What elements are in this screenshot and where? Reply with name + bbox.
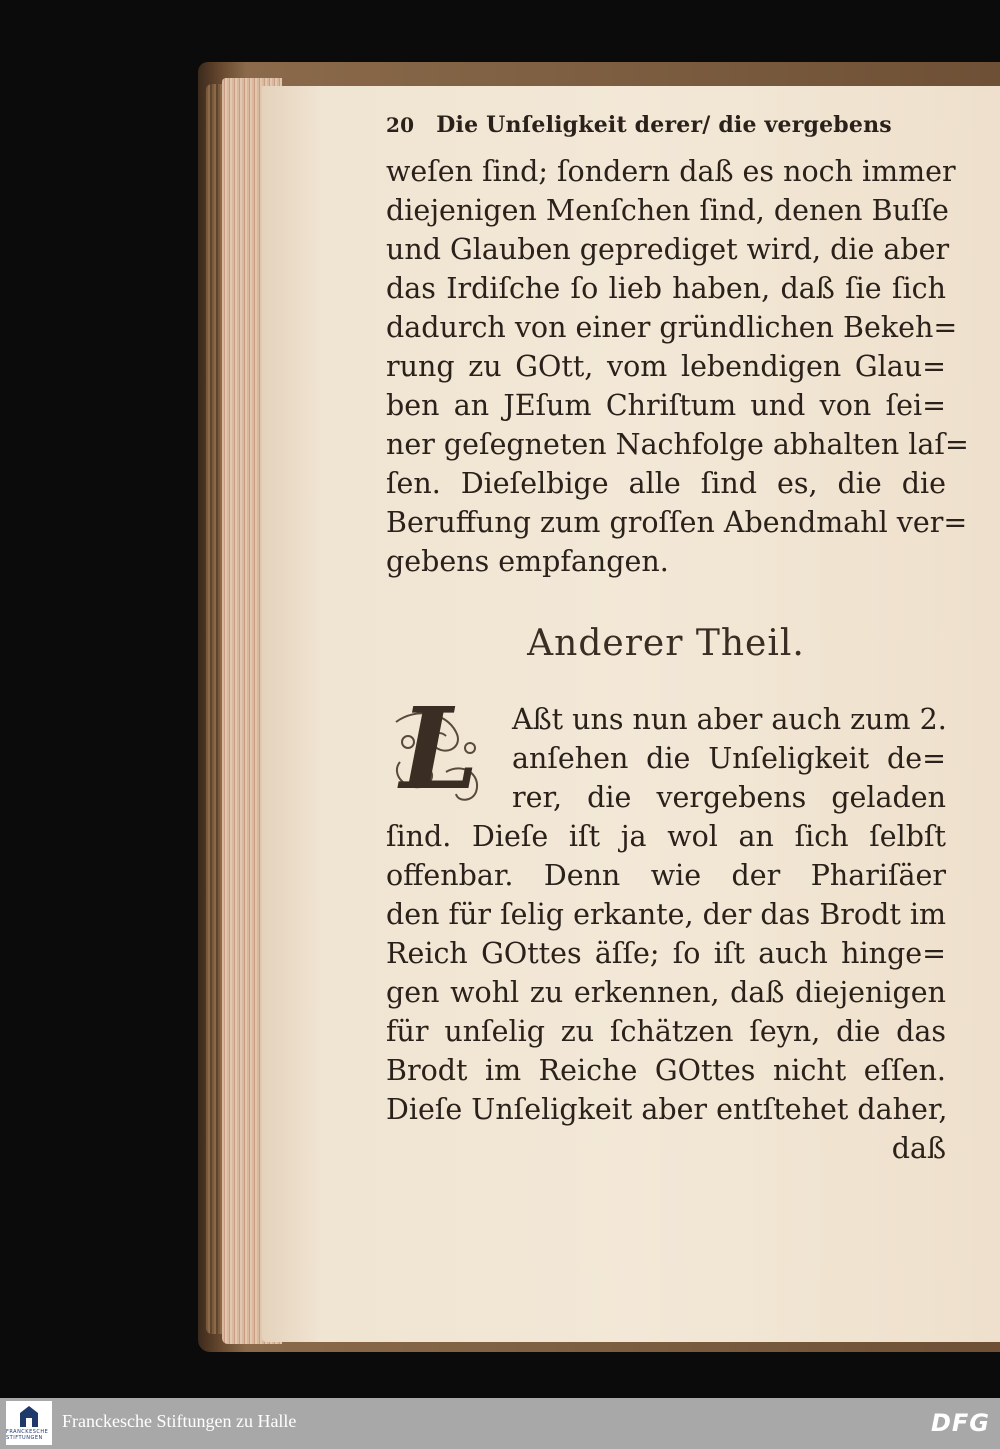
text-line: rung zu GOtt, vom lebendigen Glau= [386, 350, 946, 383]
text-line: ſen. Dieſelbige alle ſind es, die die [386, 467, 946, 500]
paragraph-1 [386, 152, 969, 581]
page-text-block [386, 112, 969, 581]
text-line: den für ſelig erkante, der das Brodt im [386, 898, 946, 931]
logo-text: FRANCKESCHE STIFTUNGEN [6, 1429, 49, 1441]
dfg-logo[interactable]: DFG [930, 1409, 990, 1437]
text-line: ſind. Dieſe iſt ja wol an ſich ſelbſt [386, 820, 946, 853]
text-line: gebens empfangen. [386, 545, 669, 578]
paragraph-2 [386, 684, 948, 1168]
page-number: 20 [386, 113, 415, 137]
building-icon [18, 1405, 40, 1429]
running-head [386, 112, 946, 152]
text-line: anſehen die Unſeligkeit de= [512, 742, 946, 775]
text-line: ben an JEſum Chriſtum und von ſei= [386, 389, 946, 422]
text-line: Brodt im Reiche GOttes nicht eſſen. [386, 1054, 946, 1087]
text-line: offenbar. Denn wie der Phariſäer [386, 859, 946, 892]
text-line: das Irdiſche ſo lieb haben, daß ſie ſich [386, 272, 946, 305]
text-line: und Glauben geprediget wird, die aber [386, 233, 950, 266]
text-line: für unſelig zu ſchätzen ſeyn, die das [386, 1015, 946, 1048]
text-line: Reich GOttes äſſe; ſo iſt auch hinge= [386, 937, 946, 970]
text-line: gen wohl zu erkennen, daß diejenigen [386, 976, 946, 1009]
initial-letter: L [400, 684, 479, 815]
institution-logo[interactable] [6, 1401, 52, 1445]
decorated-initial [386, 684, 494, 815]
footer-bar [0, 1398, 1000, 1449]
catchword: daß [891, 1132, 946, 1165]
text-line: diejenigen Menſchen ſind, denen Buſſe [386, 194, 949, 227]
text-line: rer, die vergebens geladen [512, 781, 946, 814]
text-line: Dieſe Unſeligkeit aber entſtehet daher, [386, 1093, 948, 1126]
section-heading: Anderer Theil. [527, 623, 805, 664]
institution-name[interactable]: Franckesche Stiftungen zu Halle [62, 1411, 297, 1431]
running-head-title: Die Unſeligkeit derer/ die vergebens [436, 112, 892, 138]
text-line: dadurch von einer gründlichen Bekeh= [386, 311, 958, 344]
text-line: Aßt uns nun aber auch zum 2. [512, 703, 947, 736]
text-line: ner geſegneten Nachfolge abhalten laſ= [386, 428, 969, 461]
text-line: Beruffung zum groſſen Abendmahl ver= [386, 506, 968, 539]
text-line: weſen ſind; ſondern daß es noch immer [386, 155, 956, 188]
